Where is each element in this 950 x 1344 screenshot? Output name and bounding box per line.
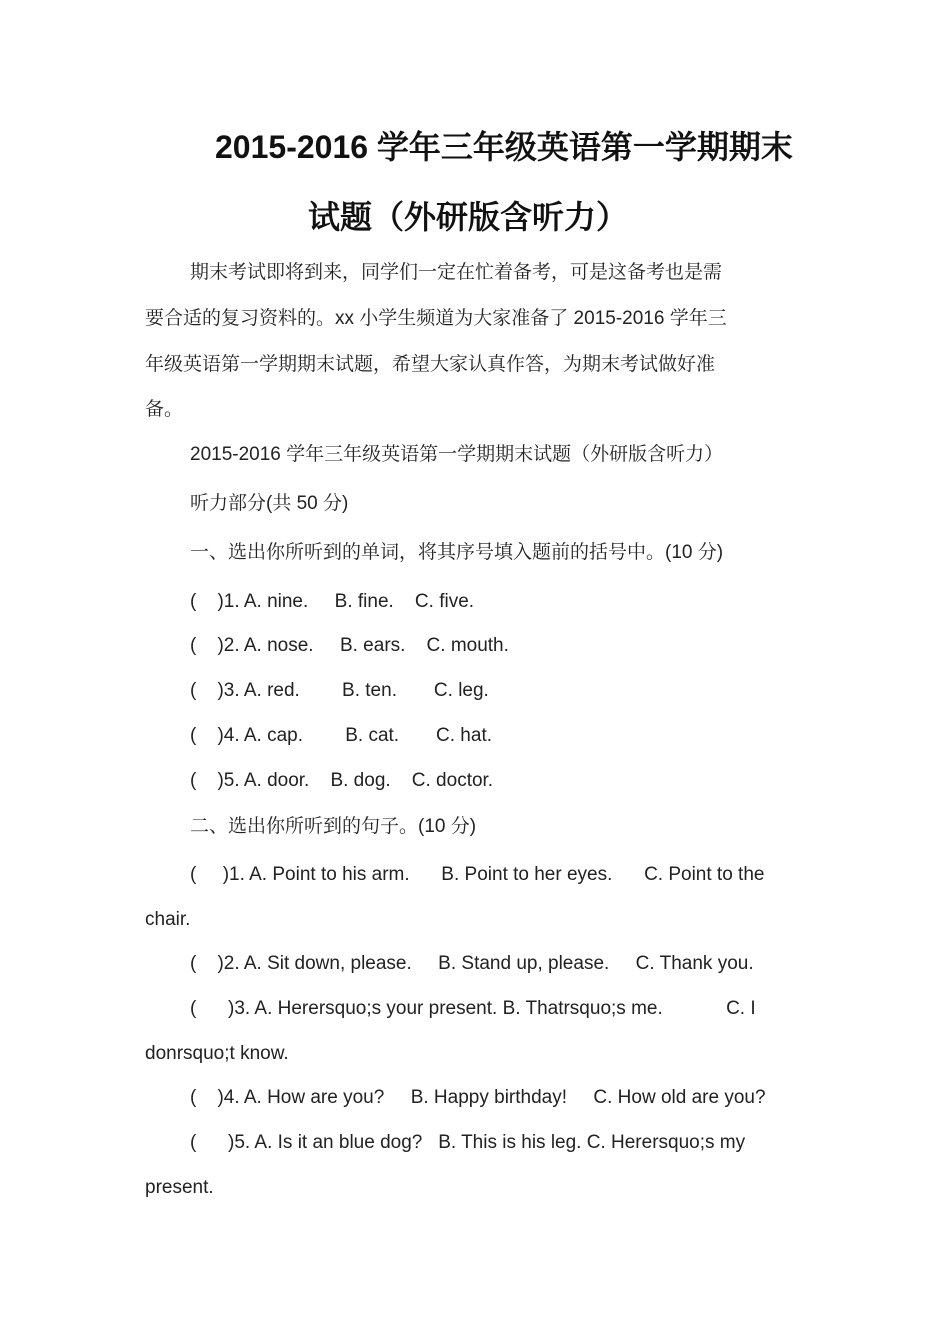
section-1-heading: 一、选出你所听到的单词，将其序号填入题前的括号中。(10 分): [190, 542, 724, 563]
section-1-question-3: ( )3. A. red. B. ten. C. leg.: [190, 680, 489, 701]
intro-paragraph-line-4: 备。: [145, 399, 184, 420]
section-2-heading: 二、选出你所听到的句子。(10 分): [190, 816, 477, 837]
section-2-question-5-line-1: ( )5. A. Is it an blue dog? B. This is his leg. C. Herersquo;s my: [190, 1132, 746, 1153]
section-2-question-1-line-1: ( )1. A. Point to his arm. B. Point to her eyes. C. Point to the: [190, 864, 765, 885]
section-2-question-2: ( )2. A. Sit down, please. B. Stand up, please. C. Thank you.: [190, 953, 754, 974]
section-1-question-5: ( )5. A. door. B. dog. C. doctor.: [190, 770, 494, 791]
section-2-question-5-line-2: present.: [145, 1177, 214, 1198]
section-1-question-2: ( )2. A. nose. B. ears. C. mouth.: [190, 635, 509, 656]
intro-paragraph-line-1: 期末考试即将到来，同学们一定在忙着备考，可是这备考也是需: [190, 262, 723, 283]
section-2-question-4: ( )4. A. How are you? B. Happy birthday! C. How old are you?: [190, 1087, 766, 1108]
section-2-question-3-line-2: donrsquo;t know.: [145, 1043, 289, 1064]
listening-section-header: 听力部分(共 50 分): [190, 493, 349, 514]
section-1-question-1: ( )1. A. nine. B. fine. C. five.: [190, 591, 475, 612]
section-1-question-4: ( )4. A. cap. B. cat. C. hat.: [190, 725, 492, 746]
exam-subtitle: 2015-2016 学年三年级英语第一学期期末试题（外研版含听力）: [190, 444, 724, 465]
section-2-question-3-line-1: ( )3. A. Herersquo;s your present. B. Thatrsquo;s me. C. I: [190, 998, 756, 1019]
document-title-line-2: 试题（外研版含听力）: [308, 199, 629, 235]
document-title-line-1: 2015-2016 学年三年级英语第一学期期末: [215, 129, 793, 165]
intro-paragraph-line-3: 年级英语第一学期期末试题，希望大家认真作答，为期末考试做好准: [145, 354, 716, 375]
section-2-question-1-line-2: chair.: [145, 909, 191, 930]
intro-paragraph-line-2: 要合适的复习资料的。xx 小学生频道为大家准备了 2015-2016 学年三: [145, 308, 727, 329]
